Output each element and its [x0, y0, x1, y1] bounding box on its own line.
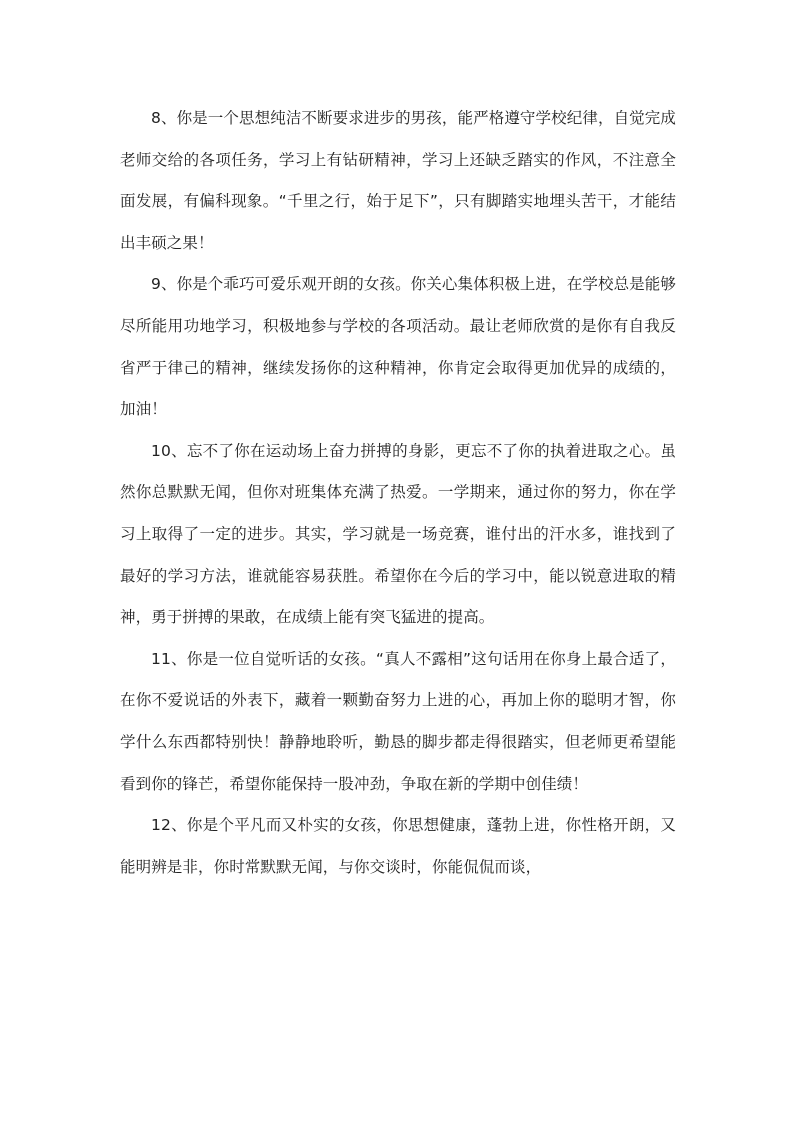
comment-paragraph-9: 9、你是个乖巧可爱乐观开朗的女孩。你关心集体积极上进，在学校总是能够尽所能用功地学习，积极地参与学校的各项活动。最让老师欣赏的是你有自我反省严于律己的精神，继续发扬你的这种精神，你肯定会取得更加优异的成绩的，加油！	[120, 275, 676, 419]
comment-paragraph-8: 8、你是一个思想纯洁不断要求进步的男孩，能严格遵守学校纪律，自觉完成老师交给的各项任务，学习上有钻研精神，学习上还缺乏踏实的作风，不注意全面发展，有偏科现象。“千里之行，始于足下”，只有脚踏实地埋头苦干，才能结出丰硕之果！	[120, 109, 676, 252]
comment-paragraph-10: 10、忘不了你在运动场上奋力拼搏的身影，更忘不了你的执着进取之心。虽然你总默默无闻，但你对班集体充满了热爱。一学期来，通过你的努力，你在学习上取得了一定的进步。其实，学习就是一场竞赛，谁付出的汗水多，谁找到了最好的学习方法，谁就能容易获胜。希望你在今后的学习中，能以锐意进取的精神，勇于拼搏的果敢，在成绩上能有突飞猛进的提高。	[120, 441, 676, 627]
comment-paragraph-11: 11、你是一位自觉听话的女孩。“真人不露相”这句话用在你身上最合适了，在你不爱说话的外表下，藏着一颗勤奋努力上进的心，再加上你的聪明才智，你学什么东西都特别快！静静地聆听，勤恳的脚步都走得很踏实，但老师更希望能看到你的锋芒，希望你能保持一股冲劲，争取在新的学期中创佳绩！	[120, 649, 676, 793]
comment-paragraph-12: 12、你是个平凡而又朴实的女孩，你思想健康，蓬勃上进，你性格开朗，又能明辨是非，你时常默默无闻，与你交谈时，你能侃侃而谈，	[120, 816, 676, 876]
document-body	[120, 98, 676, 888]
